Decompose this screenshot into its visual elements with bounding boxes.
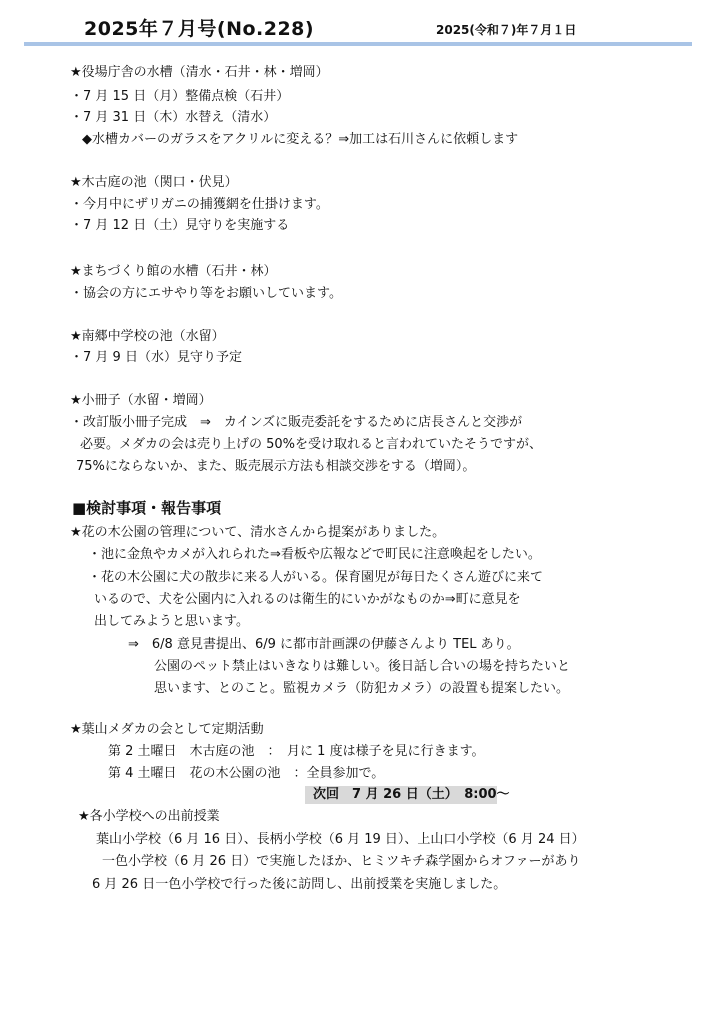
paragraph-line: 葉山小学校（6 月 16 日）、長柄小学校（6 月 19 日）、上山口小学校（6 月 24 日） xyxy=(96,832,585,847)
section-heading-machizukuri-tank: ★まちづくり館の水槽（石井・林） xyxy=(70,264,277,279)
section-heading-booklet: ★小冊子（水留・増岡） xyxy=(70,393,212,408)
list-item: ・7 月 9 日（水）見守り予定 xyxy=(70,350,242,365)
list-item: ・花の木公園に犬の散歩に来る人がいる。保育園児が毎日たくさん遊びに来て xyxy=(88,570,544,585)
list-item: 第 2 土曜日 木古庭の池 ： 月に 1 度は様子を見に行きます。 xyxy=(108,744,485,759)
header-rule xyxy=(24,42,692,46)
paragraph-line: ・改訂版小冊子完成 ⇒ カインズに販売委託をするために店長さんと交渉が xyxy=(70,415,523,430)
list-item: ・池に金魚やカメが入れられた⇒看板や広報などで町民に注意喚起をしたい。 xyxy=(88,547,541,562)
section-heading-regular-activities: ★葉山メダカの会として定期活動 xyxy=(70,722,264,737)
paragraph-line: 出してみようと思います。 xyxy=(94,614,249,629)
issue-title: 2025年７月号(No.228) xyxy=(84,18,315,40)
section-heading-discussion: ■検討事項・報告事項 xyxy=(72,499,222,517)
document-header xyxy=(0,0,724,48)
list-item: ・7 月 31 日（木）水替え（清水） xyxy=(70,110,277,125)
paragraph-line: 75%にならないか、また、販売展示方法も相談交渉をする（増岡）。 xyxy=(76,459,476,474)
paragraph-line: いるので、犬を公園内に入れるのは衛生的にいかがなものか⇒町に意見を xyxy=(94,592,521,607)
next-meeting-banner: 次回 7 月 26 日（土） 8:00～ xyxy=(305,786,497,804)
paragraph-line: 6 月 26 日一色小学校で行った後に訪問し、出前授業を実施しました。 xyxy=(92,877,507,892)
paragraph-line: ★花の木公園の管理について、清水さんから提案がありました。 xyxy=(70,525,446,540)
section-heading-nango-pond: ★南郷中学校の池（水留） xyxy=(70,329,225,344)
issue-date: 2025(令和７)年７月１日 xyxy=(436,23,577,37)
paragraph-line: ⇒ 6/8 意見書提出、6/9 に都市計画課の伊藤さんより TEL あり。 xyxy=(128,637,520,652)
list-item: ・7 月 12 日（土）見守りを実施する xyxy=(70,218,290,233)
list-item: ・今月中にザリガニの捕獲網を仕掛けます。 xyxy=(70,197,329,212)
list-item: ・協会の方にエサやり等をお願いしています。 xyxy=(70,286,342,301)
paragraph-line: 思います、とのこと。監視カメラ（防犯カメラ）の設置も提案したい。 xyxy=(154,681,569,696)
list-item: 第 4 土曜日 花の木公園の池 ：全員参加で。 xyxy=(108,766,385,781)
section-heading-school-lessons: ★各小学校への出前授業 xyxy=(78,809,220,824)
paragraph-line: 必要。メダカの会は売り上げの 50%を受け取れると言われていたそうですが、 xyxy=(80,437,543,452)
section-heading-kogoba-pond: ★木古庭の池（関口・伏見） xyxy=(70,175,238,190)
paragraph-line: 一色小学校（6 月 26 日）で実施したほか、ヒミツキチ森学園からオファーがあり xyxy=(102,854,581,869)
section-heading-office-tank: ★役場庁舎の水槽（清水・石井・林・増岡） xyxy=(70,65,329,80)
list-item: ・7 月 15 日（月）整備点検（石井） xyxy=(70,89,290,104)
paragraph-line: 公園のペット禁止はいきなりは難しい。後日話し合いの場を持ちたいと xyxy=(154,659,571,674)
note-line: ◆水槽カバーのガラスをアクリルに変える？⇒加工は石川さんに依頼します xyxy=(82,132,519,147)
